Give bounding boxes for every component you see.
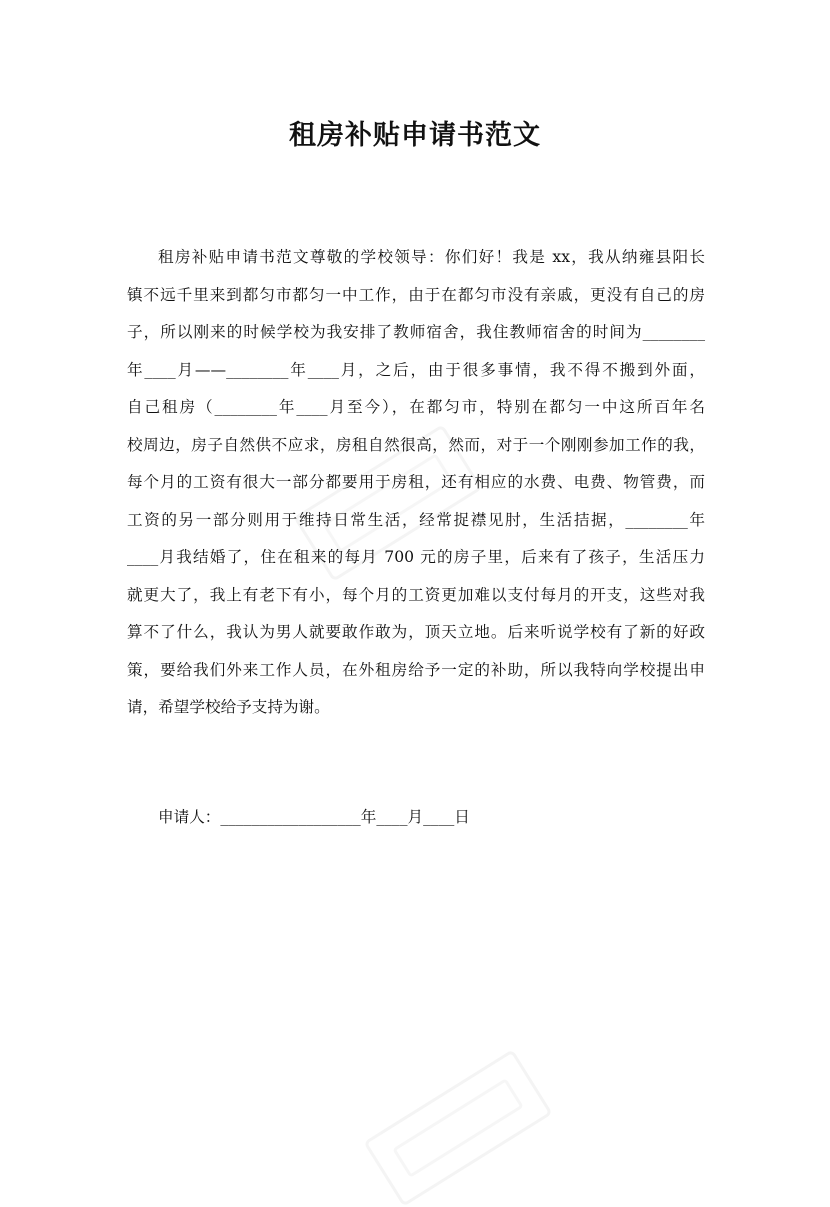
- body-line: 每个月的工资有很大一部分都要用于房租，还有相应的水费、电费、物管费，而: [127, 473, 705, 491]
- watermark-logo: [363, 1049, 553, 1207]
- body-line: 策，要给我们外来工作人员，在外租房给予一定的补助，所以我特向学校提出申: [127, 660, 705, 679]
- document-title: 租房补贴申请书范文: [289, 120, 541, 151]
- body-line: 租房补贴申请书范文尊敬的学校领导：你们好！我是 xx，我从纳雍县阳长: [158, 248, 705, 266]
- body-line: 校周边，房子自然供不应求，房租自然很高，然而，对于一个刚刚参加工作的我，: [127, 435, 705, 454]
- body-paragraph: [127, 239, 705, 727]
- body-line: 子，所以刚来的时候学校为我安排了教师宿舍，我住教师宿舍的时间为________: [127, 323, 705, 341]
- body-line: 就更大了，我上有老下有小，每个月的工资更加难以支付每月的开支，这些对我: [127, 585, 705, 604]
- signature-line: 申请人：__________________年____月____日: [158, 808, 470, 826]
- body-line: 工资的另一部分则用于维持日常生活，经常捉襟见肘，生活拮据，________年: [127, 510, 705, 529]
- body-line: 镇不远千里来到都匀市都匀一中工作，由于在都匀市没有亲戚，更没有自己的房: [127, 285, 705, 304]
- body-line: 年____月——________年____月，之后，由于很多事情，我不得不搬到外面，: [127, 360, 705, 379]
- body-line: 请，希望学校给予支持为谢。: [127, 698, 330, 716]
- body-line: 自己租房（________年____月至今），在都匀市，特别在都匀一中这所百年名: [127, 398, 705, 416]
- body-line: 算不了什么，我认为男人就要敢作敢为，顶天立地。后来听说学校有了新的好政: [127, 623, 705, 641]
- body-line: ____月我结婚了，住在租来的每月 700 元的房子里，后来有了孩子，生活压力: [127, 548, 705, 566]
